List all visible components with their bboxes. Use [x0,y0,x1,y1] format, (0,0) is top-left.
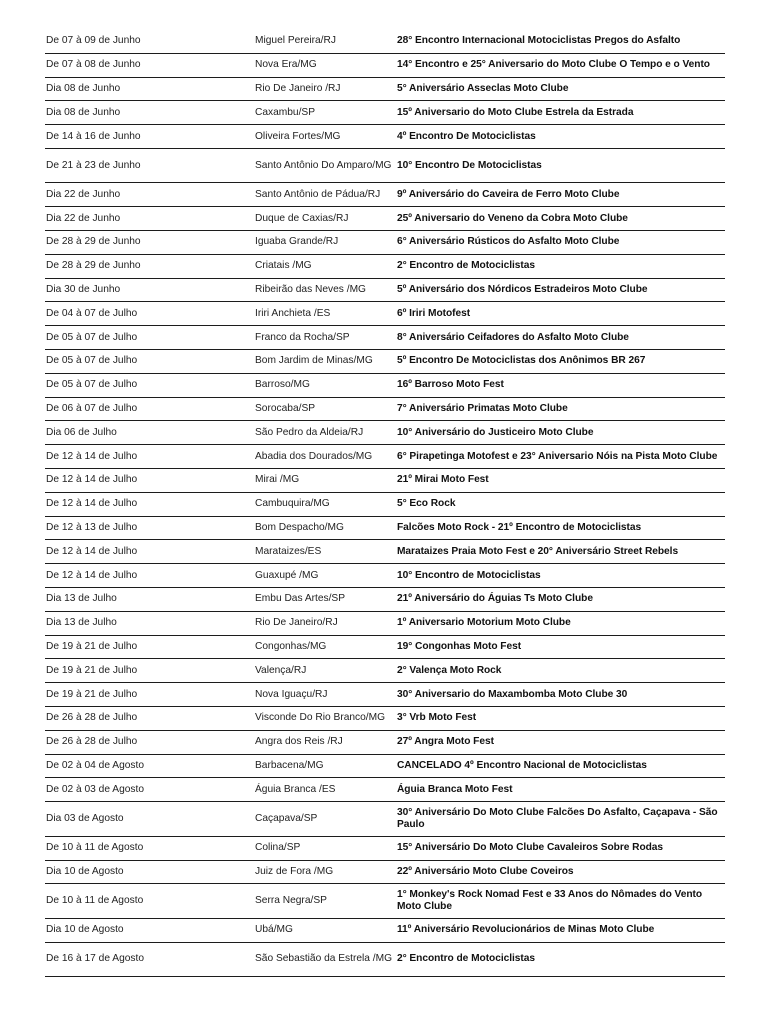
table-row [45,564,725,588]
event-date-cell: De 12 à 14 de Julho [46,474,138,486]
table-row [45,683,725,707]
event-date-cell: De 02 à 03 de Agosto [46,783,144,795]
event-city-cell: Colina/SP [255,842,301,854]
event-city-cell: Angra dos Reis /RJ [255,736,343,748]
event-name-cell: 28° Encontro Internacional Motociclistas Pregos do Asfalto [397,35,681,47]
event-name-cell: 2° Encontro de Motociclistas [397,953,535,965]
table-row [45,148,725,183]
table-row [45,373,725,397]
event-name-cell: CANCELADO 4º Encontro Nacional de Motociclistas [397,760,647,771]
table-row [45,516,725,540]
events-table [45,30,725,977]
event-city-cell: Franco da Rocha/SP [255,331,350,343]
event-date-cell: Dia 08 de Junho [46,82,121,94]
event-date-cell: Dia 06 de Julho [46,426,117,438]
table-row [45,326,725,350]
table-row [45,918,725,942]
table-row [45,492,725,516]
event-date-cell: De 06 à 07 de Julho [46,403,138,415]
event-name-cell: 11º Aniversário Revolucionários de Minas Moto Clube [397,924,655,936]
event-name-cell: 30° Aniversário Do Moto Clube Falcões Do Asfalto, Caçapava - São Paulo [397,806,718,830]
table-row [45,588,725,612]
event-city-cell: Bom Despacho/MG [255,522,344,534]
event-city-cell: Barbacena/MG [255,760,324,771]
event-city-cell: Guaxupé /MG [255,569,319,581]
event-city-cell: Rio De Janeiro /RJ [255,82,341,94]
table-row [45,278,725,302]
event-date-cell: De 19 à 21 de Julho [46,688,138,700]
event-date-cell: De 28 à 29 de Junho [46,260,141,272]
table-row [45,302,725,326]
event-date-cell: De 02 à 04 de Agosto [46,760,144,771]
event-city-cell: Mirai /MG [255,474,300,486]
table-row [45,802,725,837]
event-name-cell: 2° Encontro de Motociclistas [397,260,535,272]
event-date-cell: Dia 22 de Junho [46,188,121,200]
table-row [45,350,725,374]
event-date-cell: De 05 à 07 de Julho [46,331,138,343]
event-name-cell: 6º Iriri Motofest [397,307,471,319]
event-city-cell: Nova Era/MG [255,59,317,71]
event-city-cell: Barroso/MG [255,379,310,391]
event-city-cell: Ribeirão das Neves /MG [255,284,366,296]
event-city-cell: Abadia dos Dourados/MG [255,450,373,462]
event-city-cell: Duque de Caxias/RJ [255,212,349,224]
event-date-cell: De 07 à 09 de Junho [46,35,141,47]
table-row [45,254,725,278]
event-name-cell: 10° Encontro de Motociclistas [397,569,541,581]
event-city-cell: Caçapava/SP [255,812,318,824]
event-name-cell: 6° Aniversário Rústicos do Asfalto Moto Clube [397,236,620,248]
event-date-cell: De 26 à 28 de Julho [46,736,138,748]
event-name-cell: 1° Monkey's Rock Nomad Fest e 33 Anos do Nômades do Vento Moto Clube [397,889,703,913]
table-row [45,707,725,731]
event-name-cell: Marataizes Praia Moto Fest e 20° Aniversário Street Rebels [397,545,679,557]
event-date-cell: De 26 à 28 de Julho [46,712,138,724]
event-date-cell: De 10 à 11 de Agosto [46,842,144,854]
table-row [45,860,725,884]
table-row [45,611,725,635]
event-city-cell: Visconde Do Rio Branco/MG [255,712,386,724]
event-city-cell: Marataizes/ES [255,545,322,557]
event-name-cell: 15º Aniversario do Moto Clube Estrela da Estrada [397,106,634,118]
event-name-cell: 21º Aniversário do Águias Ts Moto Clube [397,593,593,605]
event-date-cell: De 10 à 11 de Agosto [46,895,144,907]
table-row [45,659,725,683]
table-row [45,469,725,493]
table-row [45,30,725,53]
table-row [45,884,725,919]
event-city-cell: Embu Das Artes/SP [255,593,346,605]
event-name-cell: 6° Pirapetinga Motofest e 23° Aniversario Nóis na Pista Moto Clube [397,450,718,462]
event-date-cell: De 12 à 13 de Julho [46,522,138,534]
event-city-cell: Juiz de Fora /MG [255,865,334,877]
table-row [45,183,725,207]
event-date-cell: De 16 à 17 de Agosto [46,953,144,965]
table-row [45,540,725,564]
table-row [45,231,725,255]
table-row [45,635,725,659]
event-date-cell: Dia 10 de Agosto [46,865,124,877]
events-table-body [45,30,725,977]
event-date-cell: De 07 à 08 de Junho [46,59,141,71]
event-name-cell: 30° Aniversario do Maxambomba Moto Clube 30 [397,688,628,700]
event-name-cell: 27º Angra Moto Fest [397,736,494,748]
event-name-cell: 5° Eco Rock [397,498,456,510]
event-date-cell: Dia 13 de Julho [46,617,117,629]
event-name-cell: 14° Encontro e 25° Aniversario do Moto Clube O Tempo e o Vento [397,59,710,71]
event-city-cell: Oliveira Fortes/MG [255,130,341,142]
event-city-cell: Nova Iguaçu/RJ [255,688,328,700]
event-name-cell: 2° Valença Moto Rock [397,664,502,676]
event-name-cell: 15° Aniversário Do Moto Clube Cavaleiros Sobre Rodas [397,842,664,854]
event-date-cell: De 05 à 07 de Julho [46,379,138,391]
table-row [45,421,725,445]
event-date-cell: De 05 à 07 de Julho [46,355,138,367]
event-city-cell: São Sebastião da Estrela /MG [255,953,393,965]
table-row [45,942,725,977]
event-date-cell: Dia 10 de Agosto [46,924,124,936]
event-date-cell: De 12 à 14 de Julho [46,498,138,510]
event-date-cell: De 12 à 14 de Julho [46,569,138,581]
event-date-cell: De 28 à 29 de Junho [46,236,141,248]
event-name-cell: 5º Aniversário dos Nórdicos Estradeiros Moto Clube [397,284,648,296]
event-name-cell: 10° Encontro De Motociclistas [397,159,542,171]
event-city-cell: Rio De Janeiro/RJ [255,617,338,629]
event-date-cell: Dia 08 de Junho [46,106,121,118]
event-name-cell: 22º Aniversário Moto Clube Coveiros [397,865,574,877]
event-name-cell: 3° Vrb Moto Fest [397,712,477,724]
event-date-cell: De 12 à 14 de Julho [46,450,138,462]
event-name-cell: 19° Congonhas Moto Fest [397,641,522,653]
table-row [45,125,725,149]
event-city-cell: Serra Negra/SP [255,895,327,907]
event-city-cell: São Pedro da Aldeia/RJ [255,426,364,438]
table-row [45,53,725,77]
event-name-cell: 9º Aniversário do Caveira de Ferro Moto Clube [397,188,620,200]
event-date-cell: Dia 03 de Agosto [46,812,124,824]
event-name-cell: Águia Branca Moto Fest [397,783,513,795]
event-name-cell: 5º Encontro De Motociclistas dos Anônimos BR 267 [397,355,646,367]
event-city-cell: Santo Antônio de Pádua/RJ [255,188,381,200]
event-city-cell: Iriri Anchieta /ES [255,307,331,319]
event-date-cell: De 19 à 21 de Julho [46,641,138,653]
event-name-cell: 25º Aniversario do Veneno da Cobra Moto Clube [397,212,628,224]
event-city-cell: Criatais /MG [255,260,312,272]
event-date-cell: Dia 30 de Junho [46,284,121,296]
event-city-cell: Santo Antônio Do Amparo/MG [255,159,392,171]
event-city-cell: Ubá/MG [255,924,293,936]
event-date-cell: De 21 à 23 de Junho [46,159,141,171]
event-city-cell: Caxambu/SP [255,106,316,118]
table-row [45,101,725,125]
table-row [45,778,725,802]
event-date-cell: De 19 à 21 de Julho [46,664,138,676]
event-city-cell: Miguel Pereira/RJ [255,35,336,47]
table-row [45,397,725,421]
event-city-cell: Valença/RJ [255,664,307,676]
table-row [45,207,725,231]
table-row [45,836,725,860]
event-date-cell: De 04 à 07 de Julho [46,307,138,319]
event-name-cell: 8° Aniversário Ceifadores do Asfalto Moto Clube [397,331,629,343]
event-name-cell: 4º Encontro De Motociclistas [397,130,536,142]
event-name-cell: Falcões Moto Rock - 21º Encontro de Motociclistas [397,522,642,534]
event-city-cell: Congonhas/MG [255,641,327,653]
table-row [45,754,725,778]
event-date-cell: Dia 22 de Junho [46,212,121,224]
event-city-cell: Bom Jardim de Minas/MG [255,355,373,367]
event-name-cell: 1º Aniversario Motorium Moto Clube [397,617,571,629]
event-city-cell: Iguaba Grande/RJ [255,236,339,248]
event-date-cell: De 14 à 16 de Junho [46,130,141,142]
event-date-cell: Dia 13 de Julho [46,593,117,605]
table-row [45,445,725,469]
table-row [45,730,725,754]
event-date-cell: De 12 à 14 de Julho [46,545,138,557]
event-city-cell: Cambuquira/MG [255,498,330,510]
event-city-cell: Sorocaba/SP [255,403,316,415]
event-name-cell: 5° Aniversário Asseclas Moto Clube [397,82,569,94]
event-city-cell: Águia Branca /ES [255,783,336,795]
event-name-cell: 21º Mirai Moto Fest [397,474,489,486]
event-name-cell: 7° Aniversário Primatas Moto Clube [397,403,568,415]
event-name-cell: 16º Barroso Moto Fest [397,379,504,391]
table-row [45,77,725,101]
event-name-cell: 10° Aniversário do Justiceiro Moto Clube [397,426,594,438]
